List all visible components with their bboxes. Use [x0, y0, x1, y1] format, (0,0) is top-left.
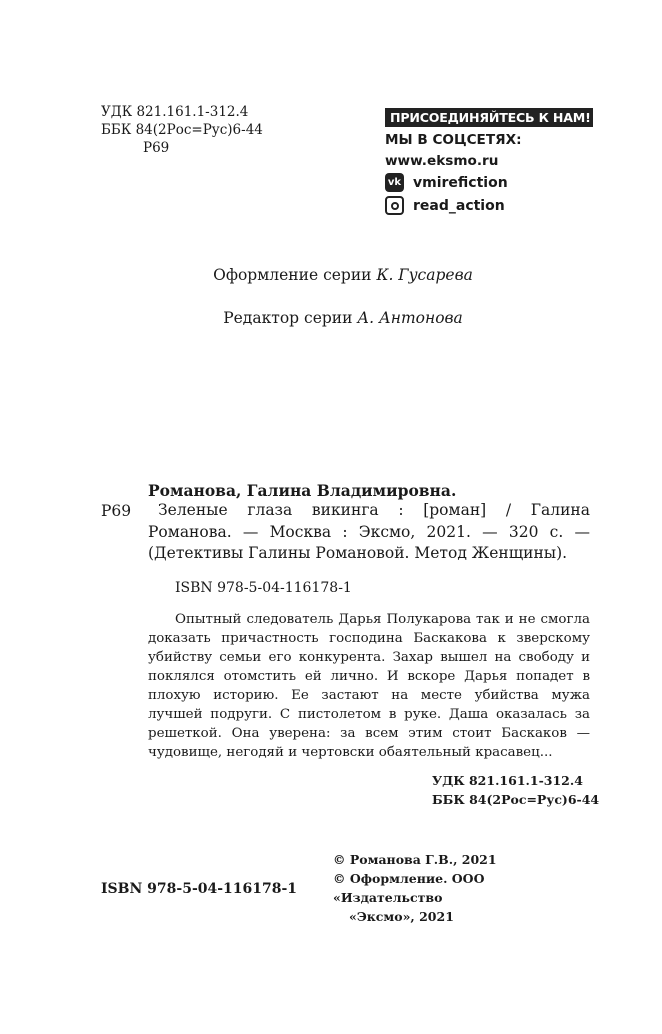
editor-label: Редактор серии — [223, 309, 353, 327]
instagram-handle[interactable]: read_action — [413, 197, 505, 214]
instagram-row[interactable] — [385, 196, 593, 215]
classification-top — [101, 103, 263, 157]
isbn-bottom: ISBN 978-5-04-116178-1 — [101, 881, 298, 897]
vk-row[interactable] — [385, 173, 593, 192]
social-block — [385, 108, 593, 215]
instagram-icon — [385, 196, 404, 215]
editor-credit — [12, 309, 662, 327]
editor-name: А. Антонова — [357, 309, 463, 327]
copyright — [333, 850, 595, 926]
vk-icon: vk — [385, 173, 404, 192]
entry-description: Зеленые глаза викинга : [роман] / Галина Романова. — Москва : Эксмо, 2021. — 320 с. — (Детективы Галины Романовой. Метод Женщины). — [148, 501, 590, 562]
bbk-code: ББК 84(2Рос=Рус)6-44 — [101, 122, 263, 138]
entry-isbn: ISBN 978-5-04-116178-1 — [175, 580, 352, 596]
udk-code-bottom: УДК 821.161.1-312.4 — [432, 773, 583, 788]
classification-bottom — [432, 771, 599, 809]
copyright-author: © Романова Г.В., 2021 — [333, 852, 497, 867]
join-banner: ПРИСОЕДИНЯЙТЕСЬ К НАМ! — [385, 108, 593, 127]
design-credit — [12, 266, 662, 284]
entry-code: Р69 — [101, 502, 132, 520]
annotation: Опытный следователь Дарья Полукарова так и не смогла доказать причастность господина Баскакова к зверскому убийству семьи его конкурента. Захар вышел на свободу и поклялся отомстить ей лично. И вскоре Дарья попадет в плохую историю. Ее застают на месте убийства мужа лучшей подруги. С пистолетом в руке. Даша оказалась за решеткой. Она уверена: за всем этим стоит Баскаков — чудовище, негодяй и чертовски обаятельный красавец... — [148, 612, 590, 760]
copyright-design: © Оформление. ООО «Издательство — [333, 871, 485, 905]
site-link[interactable]: www.eksmo.ru — [385, 153, 499, 169]
design-name: К. Гусарева — [376, 266, 473, 284]
design-label: Оформление серии — [213, 266, 372, 284]
bbk-code-bottom: ББК 84(2Рос=Рус)6-44 — [432, 792, 600, 807]
vk-handle[interactable]: vmirefiction — [413, 174, 508, 191]
social-heading: МЫ В СОЦСЕТЯХ: — [385, 132, 522, 148]
entry-author: Романова, Галина Владимировна. — [148, 481, 457, 500]
author-mark: Р69 — [143, 140, 170, 156]
udk-code: УДК 821.161.1-312.4 — [101, 104, 249, 120]
copyright-design-cont: «Эксмо», 2021 — [349, 909, 454, 924]
